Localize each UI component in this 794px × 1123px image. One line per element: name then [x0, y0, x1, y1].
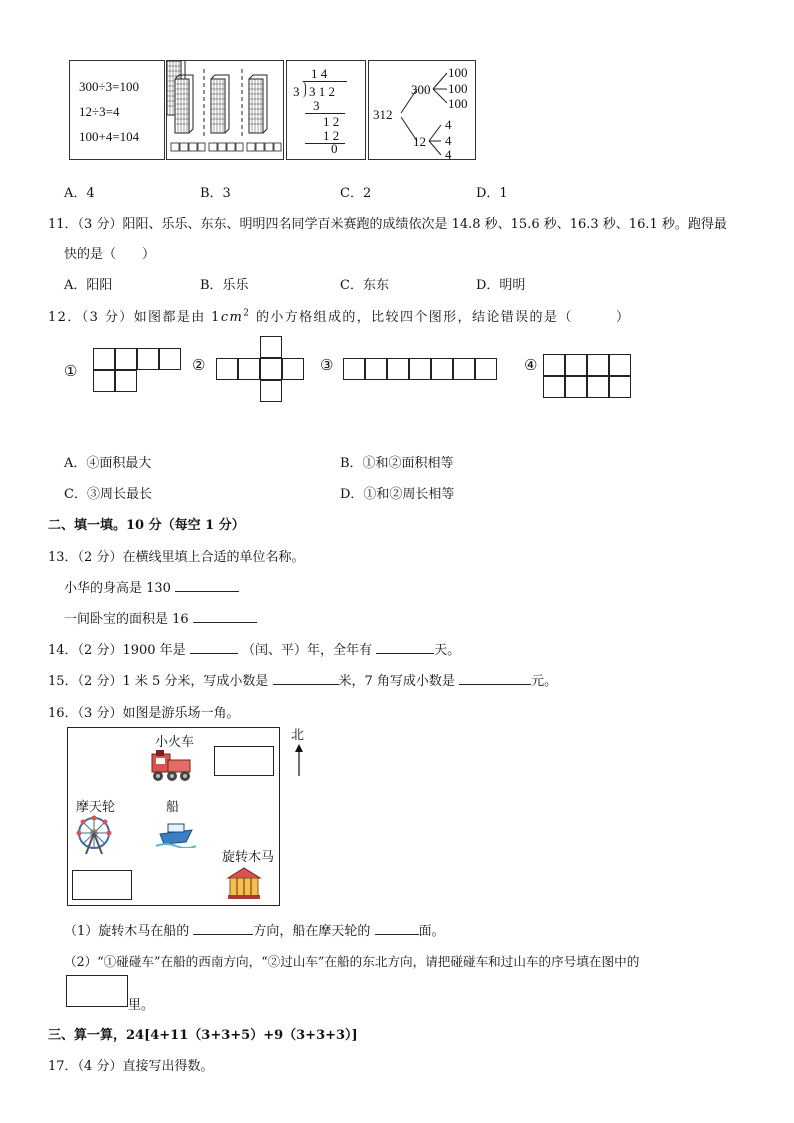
method1-line1: 300÷3=100: [79, 79, 139, 94]
split-bottom-part-2: 4: [445, 133, 452, 148]
q14-post: 天。: [434, 643, 461, 658]
q15-mid: 米，7 角写成小数是: [338, 674, 455, 689]
shape-label-1: ①: [64, 362, 78, 380]
q15-blank-1[interactable]: [273, 671, 339, 685]
q14-mid: （闰、平）年，全年有: [241, 643, 372, 658]
split-top-part-2: 100: [448, 81, 468, 96]
q16-sub1-mid: 方向，船在摩天轮的: [253, 924, 371, 939]
division-dividend: 3 1 2: [309, 84, 335, 99]
division-rule2: [305, 143, 345, 144]
q12-stem-pre: 12．（3 分）如图都是由 1: [48, 310, 221, 325]
q16-sub1: [64, 920, 445, 939]
q15-line: [48, 670, 557, 689]
amusement-park-map: [67, 727, 280, 906]
q12-option-a[interactable]: A．④面积最大: [64, 456, 152, 471]
method1-line3: 100+4=104: [79, 129, 140, 144]
carousel-label: 旋转木马: [222, 850, 275, 865]
north-arrow-icon: [294, 744, 304, 776]
split-root: 312: [373, 107, 393, 122]
method-box-blocks: [166, 60, 284, 160]
q15-blank-2[interactable]: [459, 671, 531, 685]
q13-line2: [64, 608, 257, 627]
q16-sub2-line1: （2）“①碰碰车”在船的西南方向，“②过山车”在船的东北方向，请把碰碰车和过山车的序号填在图中的: [64, 954, 640, 969]
q10-option-c[interactable]: C．2: [340, 186, 372, 201]
q14-blank-2[interactable]: [376, 640, 434, 654]
division-sub1: 3: [313, 98, 320, 113]
division-mid: 1 2: [323, 114, 340, 129]
q15-post: 元。: [531, 674, 558, 689]
method-box-split-tree: [368, 60, 476, 160]
q16-stem: 16．（3 分）如图是游乐场一角。: [48, 706, 240, 721]
section-3-heading: 三、算一算，24[4+11（3+3+5）+9（3+3+3）]: [48, 1028, 358, 1043]
shape-label-4: ④: [524, 356, 538, 374]
q16-sub2-line2: 里。: [128, 998, 155, 1013]
q11-stem-line2: 快的是（ ）: [64, 247, 156, 262]
q11-stem-line1: 11．（3 分）阳阳、乐乐、东东、明明四名同学百米赛跑的成绩依次是 14.8 秒、15.6 秒、16.3 秒、16.1 秒。跑得最: [48, 217, 727, 232]
carousel-icon: [226, 866, 262, 900]
q14-line: [48, 639, 460, 658]
shape-label-2: ②: [192, 356, 206, 374]
q11-option-b[interactable]: B．乐乐: [200, 278, 249, 293]
division-remainder: 0: [331, 141, 338, 156]
division-sub2: 1 2: [323, 128, 340, 143]
q12-option-d[interactable]: D．①和②周长相等: [340, 487, 455, 502]
q12-option-c[interactable]: C．③周长最长: [64, 487, 152, 502]
train-label: 小火车: [155, 735, 195, 750]
q13-blank-2[interactable]: [193, 609, 257, 623]
answer-box-bottom[interactable]: [72, 870, 132, 900]
division-bracket-curve: [301, 81, 306, 98]
q16-sub1-post: 面。: [418, 924, 445, 939]
section-2-heading: 二、填一填。10 分（每空 1 分）: [48, 518, 245, 533]
boat-label: 船: [166, 800, 180, 815]
split-bottom: 12: [413, 134, 426, 149]
q10-option-a[interactable]: A．4: [64, 186, 95, 201]
split-bottom-part-3: 4: [445, 147, 452, 162]
division-divisor: 3: [293, 84, 300, 99]
method1-line2: 12÷3=4: [79, 104, 120, 119]
q16-sub1-pre: （1）旋转木马在船的: [64, 924, 190, 939]
q11-option-c[interactable]: C．东东: [340, 278, 389, 293]
split-bottom-part-1: 4: [445, 117, 452, 132]
q12-stem-unit: cm: [220, 310, 244, 325]
q13-line2-text: 一间卧宝的面积是 16: [64, 612, 189, 627]
answer-box-top[interactable]: [214, 746, 274, 776]
q17-stem: 17．（4 分）直接写出得数。: [48, 1059, 214, 1074]
split-top-part-3: 100: [448, 96, 468, 111]
q10-option-b[interactable]: B．3: [200, 186, 231, 201]
q11-option-d[interactable]: D．明明: [476, 278, 526, 293]
q12-stem: [48, 306, 630, 325]
q10-option-d[interactable]: D．1: [476, 186, 508, 201]
q13-line1-text: 小华的身高是 130: [64, 581, 171, 596]
q16-inline-answer-box: [66, 975, 128, 1007]
method-box-long-division: [286, 60, 366, 160]
q15-pre: 15．（2 分）1 米 5 分米，写成小数是: [48, 674, 269, 689]
q14-blank-1[interactable]: [190, 640, 238, 654]
method-box-1: [69, 60, 165, 160]
q14-pre: 14．（2 分）1900 年是: [48, 643, 186, 658]
ferris-wheel-icon: [74, 815, 114, 855]
q13-blank-1[interactable]: [175, 578, 239, 592]
q12-stem-sup: 2: [243, 308, 251, 319]
train-icon: [148, 748, 196, 782]
q11-option-a[interactable]: A．阳阳: [64, 278, 113, 293]
q12-stem-post: 的小方格组成的，比较四个图形，结论错误的是（ ）: [250, 310, 631, 325]
q16-blank-2[interactable]: [375, 921, 419, 935]
base-ten-blocks-image: [167, 61, 283, 159]
shape-label-3: ③: [320, 356, 334, 374]
boat-icon: [156, 816, 196, 848]
ferris-wheel-label: 摩天轮: [76, 800, 116, 815]
q16-blank-1[interactable]: [193, 921, 253, 935]
split-top-part-1: 100: [448, 65, 468, 80]
split-top: 300: [411, 82, 431, 97]
north-label: 北: [291, 728, 305, 743]
q12-option-b[interactable]: B．①和②面积相等: [340, 456, 454, 471]
q13-stem: 13．（2 分）在横线里填上合适的单位名称。: [48, 550, 305, 565]
division-quotient: 1 4: [311, 66, 328, 81]
q13-line1: [64, 577, 239, 596]
